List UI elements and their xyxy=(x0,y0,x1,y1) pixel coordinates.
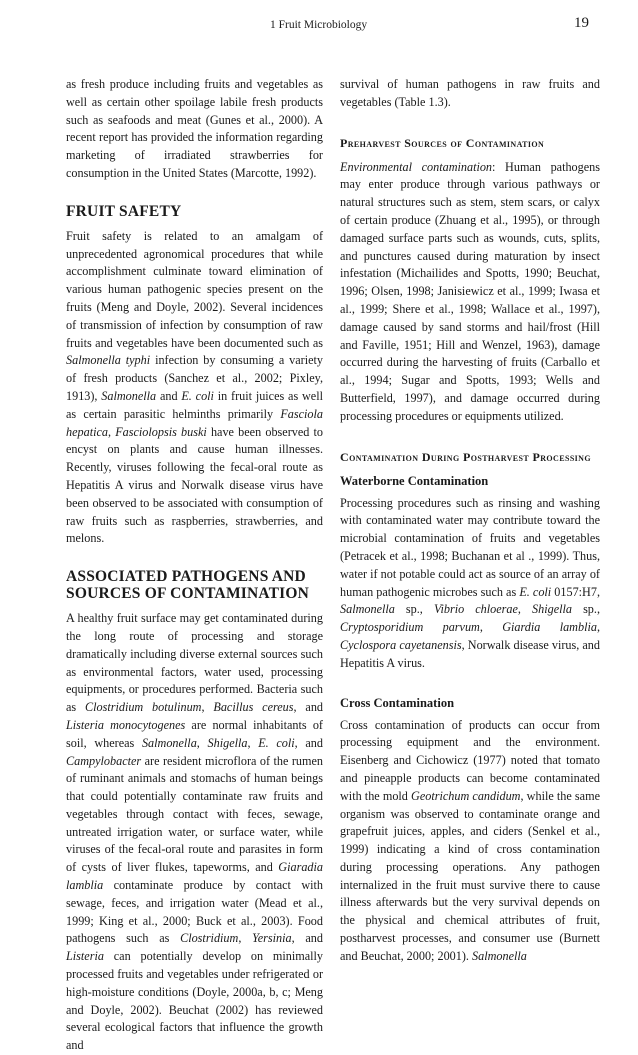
left-column xyxy=(66,76,323,1055)
continued-paragraph xyxy=(66,76,323,183)
species-name: Fasciola hepatica xyxy=(66,406,323,439)
preharvest-paragraph xyxy=(340,159,600,426)
text-run: , while the same organism was observed to contaminate orange and grapefruit juices, apples, and ciders (Senkel et al., 1999) indicating a kind of cross contamination during processing operations. Any pathogen internalized in the fruit must survive there to cause illness afterwards but the very survival depends on the physical and chemical attributes of fruit, postharvest processes, and consumer use (Burnett and Beuchat, 2000; 2001). xyxy=(340,788,600,963)
right-column xyxy=(340,76,600,966)
text-run: as fresh produce including fruits and vegetables as well as certain other spoilage labile fresh products such as seafoods and meat (Gunes et al., 2000). A recent report has provided the information regarding marketing of irradiated strawberries for consumption in the United States (Marcotte, 1992). xyxy=(66,77,323,180)
species-name: E. coli xyxy=(519,584,552,599)
section-heading-fruit-safety: FRUIT SAFETY xyxy=(66,202,182,220)
species-name: Listeria monocytogenes xyxy=(66,717,186,732)
continued-paragraph xyxy=(340,76,600,112)
species-name: Clostridium xyxy=(180,931,239,946)
text-run: , and xyxy=(291,931,323,946)
waterborne-paragraph xyxy=(340,495,600,673)
running-head-title: 1 Fruit Microbiology xyxy=(270,19,368,31)
text-run: Cross contamination of products can occur from processing equipment and the environment. Eisenberg and Cichowicz (1977) noted that tomato and pineapple products can become contaminated with the mold xyxy=(340,717,600,803)
text-run: 0157:H7, xyxy=(551,584,600,599)
text-run: Fruit safety is related to an amalgam of unprecedented agronomical procedures that while accomplishment culminate toward elimination of various human pathogenic species present on the fruits (Meng and Doyle, 2002). Several incidences of transmission of infection by consumption of raw fruits and vegetables have been documented such as xyxy=(66,228,323,350)
page-number: 19 xyxy=(574,15,589,31)
text-run: , and xyxy=(294,735,323,750)
text-run: , Norwalk disease virus, and Hepatitis A virus. xyxy=(340,637,600,670)
text-run: , xyxy=(247,735,259,750)
text-run: , xyxy=(238,931,253,946)
species-name: Shigella xyxy=(532,602,572,617)
species-name: Bacillus cereus xyxy=(213,700,294,715)
text-run: survival of human pathogens in raw fruits and vegetables (Table 1.3). xyxy=(340,77,600,109)
text-run: , xyxy=(479,620,503,635)
text-run: in fruit juices as well as certain parasitic helminths primarily xyxy=(66,388,323,421)
subheading-waterborne: Waterborne Contamination xyxy=(340,473,489,488)
species-name: Salmonella xyxy=(472,948,527,963)
text-run: sp., xyxy=(394,602,434,617)
subsection-heading-postharvest: Contamination During Postharvest Processing xyxy=(340,449,591,464)
text-run: have been observed to encyst on plants and cause human illnesses. Recently, viruses following the fecal-oral route as Hepatitis A virus and Norwalk disease virus have been observed to be associated with consumption of raw fruits such as raspberries, strawberries, and melons. xyxy=(66,424,324,546)
text-run: are normal inhabitants of soil, whereas xyxy=(66,717,323,750)
species-name: Salmonella typhi xyxy=(66,353,151,368)
subsection-heading-preharvest: Preharvest Sources of Contamination xyxy=(340,135,545,150)
species-name: Fasciolopsis buski xyxy=(115,424,207,439)
associated-pathogens-paragraph xyxy=(66,610,323,1055)
text-run: , xyxy=(201,700,214,715)
text-run: , and xyxy=(293,700,324,715)
subheading-cross-contamination: Cross Contamination xyxy=(340,695,455,710)
species-name: Yersinia xyxy=(252,931,292,946)
species-name: E. coli xyxy=(258,735,295,750)
species-name: Clostridium botulinum xyxy=(84,700,202,715)
species-name: Salmonella xyxy=(340,602,395,617)
species-name: Geotrichum candidum xyxy=(411,788,521,803)
text-run: sp., xyxy=(571,602,600,617)
fruit-safety-paragraph xyxy=(66,228,323,548)
text-run: contaminate produce by contact with sewage, feces, and irrigation water (Mead et al., 1999; King et al., 2000; Buck et al., 2003). Food pathogens such as xyxy=(66,878,323,946)
text-run: , xyxy=(517,602,533,617)
section-heading-associated-pathogens: ASSOCIATED PATHOGENS AND SOURCES OF CONTAMINATION xyxy=(66,568,310,603)
species-name: Campylobacter xyxy=(66,753,142,768)
species-name: Cyclospora cayetanensis xyxy=(340,637,462,652)
run-in-heading: Environmental contamination xyxy=(340,159,493,174)
text-run: : Human pathogens may enter produce through various pathways or natural structures such as stem, stem scars, or calyx of certain produce (Zhuang et al., 1995), or through damaged surface parts such as wounds, cuts, splits, and punctures caused during maturation by insect infestation (Michailides and Spotts, 1990; Beuchat, 1996; Olsen, 1998; Janisiewicz et al., 1999; Iwasa et al., 1999; Shere et al., 1998; Wallace et al., 1997), damage caused by sand storms and hail/frost (Hill and Faville, 1951; Hill and Wenzel, 1963), damage occurred during the harvesting of fruits (Carballo et al., 1994; Sugar and Spotts, 1993; Wells and Butterfield, 1997), and damage occurred during processing procedures or equipments utilized. xyxy=(340,159,600,423)
text-run: infection by consuming a variety of fresh products (Sanchez et al., 2002; Pixley, 1913), xyxy=(66,353,323,403)
species-name: Listeria xyxy=(66,949,104,964)
text-run: , xyxy=(196,735,208,750)
text-run: and xyxy=(156,388,182,403)
species-name: Vibrio chloerae xyxy=(433,602,518,617)
cross-contamination-paragraph xyxy=(340,717,600,966)
text-run: Processing procedures such as rinsing and washing with contaminated water may contribute toward the microbial contamination of fruits and vegetables (Petracek et al., 1998; Buchanan et al ., 1999). Thus, water if not potable could act as source of an array of human pathogenic microbes such as xyxy=(340,495,600,599)
text-run: are resident microflora of the rumen of ruminant animals and stomachs of human beings that could potentially contaminate raw fruits and vegetables through contact with feces, sewage, untreated irrigation water, or surface water, while viruses of the fecal-oral route and parasites in form of cysts of liver flukes, tapeworms, and xyxy=(66,753,323,875)
species-name: Salmonella xyxy=(141,735,197,750)
text-run: , xyxy=(107,424,116,439)
text-run: , xyxy=(596,620,600,635)
species-name: Salmonella xyxy=(101,388,157,403)
species-name: Shigella xyxy=(207,735,248,750)
species-name: Giaradia lamblia xyxy=(66,860,323,893)
species-name: Cryptosporidium parvum xyxy=(340,620,480,635)
text-run: A healthy fruit surface may get contaminated during the long route of processing and storage dramatically including diverse external sources such as environmental factors, water used, processing equipments, or procedures performed. Bacteria such as xyxy=(66,611,323,715)
species-name: E. coli xyxy=(181,388,214,403)
species-name: Giardia lamblia xyxy=(502,620,597,635)
text-run: can potentially develop on minimally processed fruits and vegetables under refrigerated or high-moisture conditions (Doyle, 2000a, b, c; Meng and Doyle, 2002). Beuchat (2002) has reviewed several ecological factors that influence the growth and xyxy=(66,949,323,1053)
